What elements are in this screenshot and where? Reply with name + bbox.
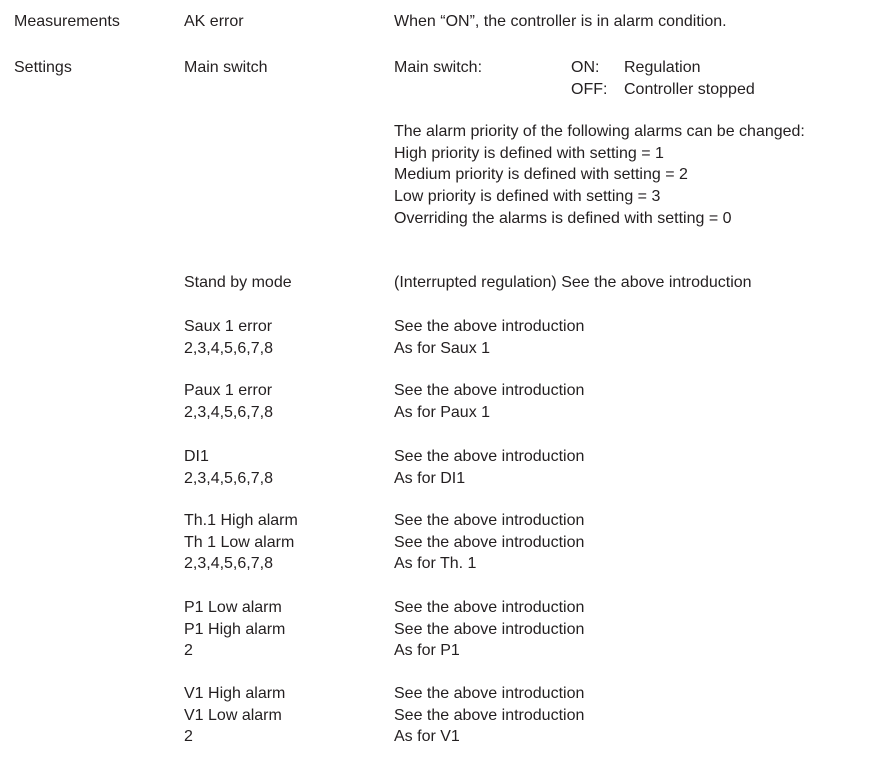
alarm-settings: 2: [184, 728, 193, 746]
alarm-name: Saux 1 error: [184, 318, 273, 335]
item-ak-error: AK error: [184, 13, 244, 30]
priority-line: Low priority is defined with setting = 3: [394, 188, 661, 206]
alarm-name: P1 High alarm: [184, 620, 286, 638]
section-measurements: Measurements: [14, 13, 120, 30]
alarm-settings: 2,3,4,5,6,7,8: [184, 469, 273, 487]
item-main-switch: Main switch: [184, 59, 268, 76]
alarm-settings: 2,3,4,5,6,7,8: [184, 339, 273, 357]
alarm-standby-right: [394, 272, 752, 294]
desc-ak-error: When “ON”, the controller is in alarm condition.: [394, 13, 727, 30]
state-off-value: Controller stopped: [624, 81, 755, 98]
alarm-di1-left: [184, 446, 273, 489]
alarm-desc: See the above introduction: [394, 318, 585, 335]
priority-line: Medium priority is defined with setting = 2: [394, 166, 688, 184]
alarm-desc: As for Paux 1: [394, 403, 491, 421]
alarm-settings: 2: [184, 642, 193, 660]
alarm-desc: See the above introduction: [394, 706, 585, 724]
alarm-desc: See the above introduction: [394, 533, 585, 551]
alarm-paux1-left: [184, 380, 273, 423]
alarm-name: DI1: [184, 448, 209, 465]
alarm-desc: See the above introduction: [394, 512, 585, 529]
alarm-standby-left: [184, 272, 292, 294]
alarm-desc: See the above introduction: [394, 620, 585, 638]
state-on-key: ON:: [571, 59, 600, 76]
alarm-settings: 2,3,4,5,6,7,8: [184, 555, 273, 573]
alarm-th1-right: [394, 510, 584, 575]
alarm-settings: 2,3,4,5,6,7,8: [184, 403, 273, 421]
alarm-desc: See the above introduction: [394, 599, 585, 616]
alarm-v1-left: [184, 683, 285, 748]
alarm-desc: (Interrupted regulation) See the above introduction: [394, 274, 752, 291]
alarm-v1-right: [394, 683, 584, 748]
alarm-p1-right: [394, 597, 584, 662]
alarm-name: P1 Low alarm: [184, 599, 282, 616]
alarm-desc: As for DI1: [394, 469, 466, 487]
alarm-desc: As for V1: [394, 728, 460, 746]
alarm-paux1-right: [394, 380, 584, 423]
priority-line: Overriding the alarms is defined with setting = 0: [394, 209, 732, 227]
alarm-name: V1 Low alarm: [184, 706, 282, 724]
alarm-th1-left: [184, 510, 298, 575]
alarm-name: V1 High alarm: [184, 685, 286, 702]
state-on-value: Regulation: [624, 59, 701, 76]
priority-line: High priority is defined with setting = 1: [394, 144, 664, 162]
priority-block: [394, 121, 805, 229]
alarm-desc: See the above introduction: [394, 448, 585, 465]
priority-line: The alarm priority of the following alarms can be changed:: [394, 123, 805, 140]
main-switch-label: Main switch:: [394, 59, 483, 76]
alarm-name: Stand by mode: [184, 274, 292, 291]
alarm-desc: As for Saux 1: [394, 339, 491, 357]
alarm-name: Paux 1 error: [184, 382, 273, 399]
alarm-desc: See the above introduction: [394, 685, 585, 702]
state-off-key: OFF:: [571, 81, 608, 98]
alarm-name: Th.1 High alarm: [184, 512, 298, 529]
alarm-desc: As for Th. 1: [394, 555, 477, 573]
alarm-name: Th 1 Low alarm: [184, 533, 295, 551]
alarm-saux1-right: [394, 316, 584, 359]
alarm-saux1-left: [184, 316, 273, 359]
alarm-desc: See the above introduction: [394, 382, 585, 399]
alarm-di1-right: [394, 446, 584, 489]
alarm-p1-left: [184, 597, 285, 662]
alarm-desc: As for P1: [394, 642, 460, 660]
section-settings: Settings: [14, 59, 72, 76]
